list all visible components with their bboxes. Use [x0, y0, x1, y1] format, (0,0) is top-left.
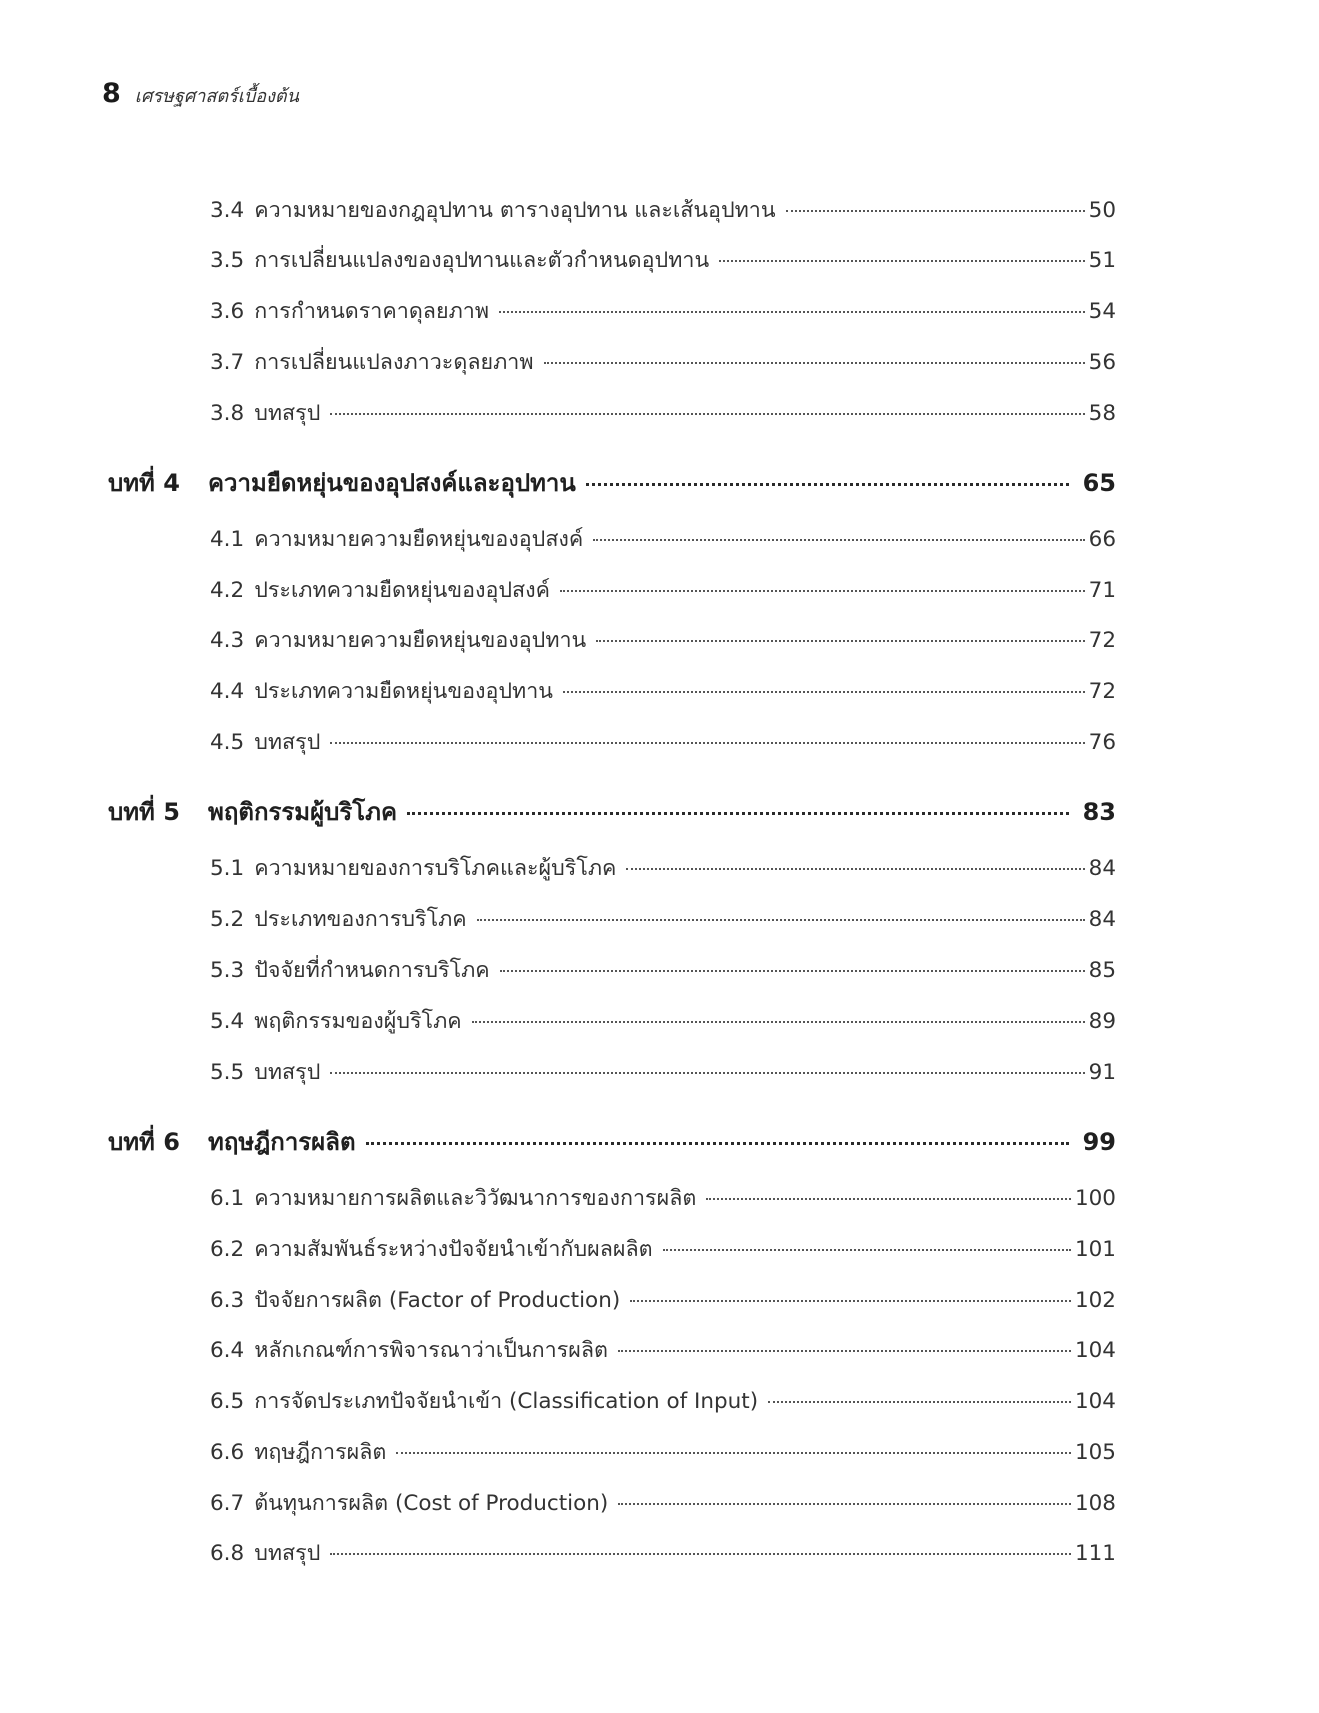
dot-leader — [330, 1553, 1071, 1555]
page-number: 8 — [102, 78, 121, 109]
toc-entry-5-3[interactable] — [210, 953, 1116, 987]
toc-entry-5-4[interactable] — [210, 1004, 1116, 1038]
section-page: 72 — [1088, 679, 1116, 704]
section-title: ความหมายความยืดหยุ่นของอุปทาน — [254, 628, 587, 653]
section-number: 5.4 — [210, 1009, 245, 1034]
chapter-title: พฤติกรรมผู้บริโภค — [208, 798, 398, 826]
section-title: ต้นทุนการผลิต (Cost of Production) — [254, 1491, 609, 1516]
section-title: หลักเกณฑ์การพิจารณาว่าเป็นการผลิต — [254, 1338, 608, 1363]
section-title: ความหมายการผลิตและวิวัฒนาการของการผลิต — [254, 1186, 697, 1211]
section-number: 6.7 — [210, 1491, 245, 1516]
section-page: 89 — [1088, 1009, 1116, 1034]
dot-leader — [560, 590, 1085, 592]
section-page: 71 — [1088, 578, 1116, 603]
section-page: 56 — [1088, 350, 1116, 375]
section-title: ความหมายของกฎอุปทาน ตารางอุปทาน และเส้นอุปทาน — [254, 198, 776, 223]
section-number: 5.2 — [210, 907, 245, 932]
section-page: 51 — [1088, 248, 1116, 273]
section-title: ประเภทของการบริโภค — [254, 907, 467, 932]
section-number: 3.5 — [210, 248, 245, 273]
dot-leader — [477, 919, 1085, 921]
toc-entry-5-5[interactable] — [210, 1055, 1116, 1089]
section-page: 111 — [1074, 1541, 1116, 1566]
section-title: ทฤษฎีการผลิต — [254, 1440, 387, 1465]
section-number: 6.3 — [210, 1288, 245, 1313]
toc-chapter-6[interactable] — [108, 1122, 1116, 1160]
toc-entry-5-2[interactable] — [210, 902, 1116, 936]
section-title: ความสัมพันธ์ระหว่างปัจจัยนำเข้ากับผลผลิต — [254, 1237, 653, 1262]
section-title: บทสรุป — [254, 730, 321, 755]
toc-entry-5-1[interactable] — [210, 851, 1116, 885]
dot-leader — [396, 1452, 1071, 1454]
section-page: 58 — [1088, 401, 1116, 426]
section-title: พฤติกรรมของผู้บริโภค — [254, 1009, 462, 1034]
dot-leader — [499, 311, 1085, 313]
section-number: 6.1 — [210, 1186, 245, 1211]
dot-leader — [630, 1300, 1071, 1302]
dot-leader — [500, 970, 1085, 972]
section-number: 3.8 — [210, 401, 245, 426]
section-title: ประเภทความยืดหยุ่นของอุปทาน — [254, 679, 553, 704]
chapter-label: บทที่ 5 — [108, 798, 180, 826]
chapter-page: 65 — [1082, 469, 1116, 497]
dot-leader — [596, 640, 1084, 642]
section-title: การกำหนดราคาดุลยภาพ — [254, 299, 489, 324]
section-title: ความหมายความยืดหยุ่นของอุปสงค์ — [254, 527, 584, 552]
toc-entry-6-6[interactable] — [210, 1435, 1116, 1469]
chapter-label: บทที่ 6 — [108, 1128, 180, 1156]
section-number: 4.4 — [210, 679, 245, 704]
section-page: 72 — [1088, 628, 1116, 653]
toc-chapter-4[interactable] — [108, 463, 1116, 501]
section-number: 6.6 — [210, 1440, 245, 1465]
section-number: 6.2 — [210, 1237, 245, 1262]
chapter-page: 99 — [1082, 1128, 1116, 1156]
section-title: การเปลี่ยนแปลงภาวะดุลยภาพ — [254, 350, 534, 375]
toc-entry-4-1[interactable] — [210, 522, 1116, 556]
section-page: 85 — [1088, 958, 1116, 983]
section-page: 101 — [1074, 1237, 1116, 1262]
section-number: 4.2 — [210, 578, 245, 603]
dot-leader — [626, 868, 1084, 870]
dot-leader — [618, 1350, 1071, 1352]
dot-leader — [330, 1072, 1084, 1074]
dot-leader — [563, 691, 1085, 693]
book-title: เศรษฐศาสตร์เบื้องต้น — [134, 86, 299, 107]
dot-leader — [586, 483, 1069, 486]
section-page: 50 — [1088, 198, 1116, 223]
dot-leader — [544, 362, 1085, 364]
section-number: 3.4 — [210, 198, 245, 223]
dot-leader — [407, 812, 1069, 815]
dot-leader — [366, 1142, 1069, 1145]
section-number: 5.5 — [210, 1060, 245, 1085]
dot-leader — [618, 1503, 1071, 1505]
toc-entry-6-7[interactable] — [210, 1486, 1116, 1520]
section-page: 100 — [1074, 1186, 1116, 1211]
section-number: 4.5 — [210, 730, 245, 755]
dot-leader — [786, 210, 1085, 212]
section-number: 6.8 — [210, 1541, 245, 1566]
section-title: บทสรุป — [254, 1541, 321, 1566]
section-page: 66 — [1088, 527, 1116, 552]
toc-entry-4-2[interactable] — [210, 573, 1116, 607]
toc-entry-3-7[interactable] — [210, 345, 1116, 379]
section-title: ปัจจัยการผลิต (Factor of Production) — [254, 1288, 621, 1313]
chapter-title: ทฤษฎีการผลิต — [208, 1128, 356, 1156]
section-number: 3.6 — [210, 299, 245, 324]
section-number: 6.5 — [210, 1389, 245, 1414]
section-page: 84 — [1088, 856, 1116, 881]
section-number: 5.1 — [210, 856, 245, 881]
section-number: 4.3 — [210, 628, 245, 653]
section-page: 105 — [1074, 1440, 1116, 1465]
toc-entry-6-2[interactable] — [210, 1232, 1116, 1266]
section-title: การเปลี่ยนแปลงของอุปทานและตัวกำหนดอุปทาน — [254, 248, 710, 273]
section-page: 108 — [1074, 1491, 1116, 1516]
dot-leader — [719, 260, 1085, 262]
section-title: ความหมายของการบริโภคและผู้บริโภค — [254, 856, 617, 881]
dot-leader — [663, 1249, 1071, 1251]
section-title: ปัจจัยที่กำหนดการบริโภค — [254, 958, 490, 983]
section-title: การจัดประเภทปัจจัยนำเข้า (Classification of Input) — [254, 1389, 759, 1414]
toc-entry-3-4[interactable] — [210, 193, 1116, 227]
section-number: 4.1 — [210, 527, 245, 552]
dot-leader — [330, 413, 1084, 415]
toc-entry-4-5[interactable] — [210, 725, 1116, 759]
section-page: 84 — [1088, 907, 1116, 932]
dot-leader — [593, 539, 1084, 541]
section-page: 76 — [1088, 730, 1116, 755]
toc-entry-6-5[interactable] — [210, 1384, 1116, 1418]
section-page: 104 — [1074, 1338, 1116, 1363]
dot-leader — [472, 1021, 1085, 1023]
section-number: 3.7 — [210, 350, 245, 375]
section-title: บทสรุป — [254, 401, 321, 426]
toc-chapter-5[interactable] — [108, 792, 1116, 830]
toc-entry-3-8[interactable] — [210, 396, 1116, 430]
toc-entry-6-4[interactable] — [210, 1333, 1116, 1367]
chapter-page: 83 — [1082, 798, 1116, 826]
toc-entry-4-4[interactable] — [210, 674, 1116, 708]
toc-entry-3-5[interactable] — [210, 243, 1116, 277]
section-page: 91 — [1088, 1060, 1116, 1085]
toc-entry-6-3[interactable] — [210, 1283, 1116, 1317]
toc-entry-4-3[interactable] — [210, 623, 1116, 657]
chapter-label: บทที่ 4 — [108, 469, 180, 497]
dot-leader — [706, 1198, 1071, 1200]
section-title: ประเภทความยืดหยุ่นของอุปสงค์ — [254, 578, 551, 603]
toc-entry-6-1[interactable] — [210, 1181, 1116, 1215]
section-title: บทสรุป — [254, 1060, 321, 1085]
section-number: 6.4 — [210, 1338, 245, 1363]
dot-leader — [768, 1401, 1071, 1403]
section-page: 104 — [1074, 1389, 1116, 1414]
toc-entry-6-8[interactable] — [210, 1536, 1116, 1570]
section-number: 5.3 — [210, 958, 245, 983]
chapter-title: ความยืดหยุ่นของอุปสงค์และอุปทาน — [208, 469, 576, 497]
section-page: 102 — [1074, 1288, 1116, 1313]
toc-entry-3-6[interactable] — [210, 294, 1116, 328]
section-page: 54 — [1088, 299, 1116, 324]
dot-leader — [330, 742, 1084, 744]
